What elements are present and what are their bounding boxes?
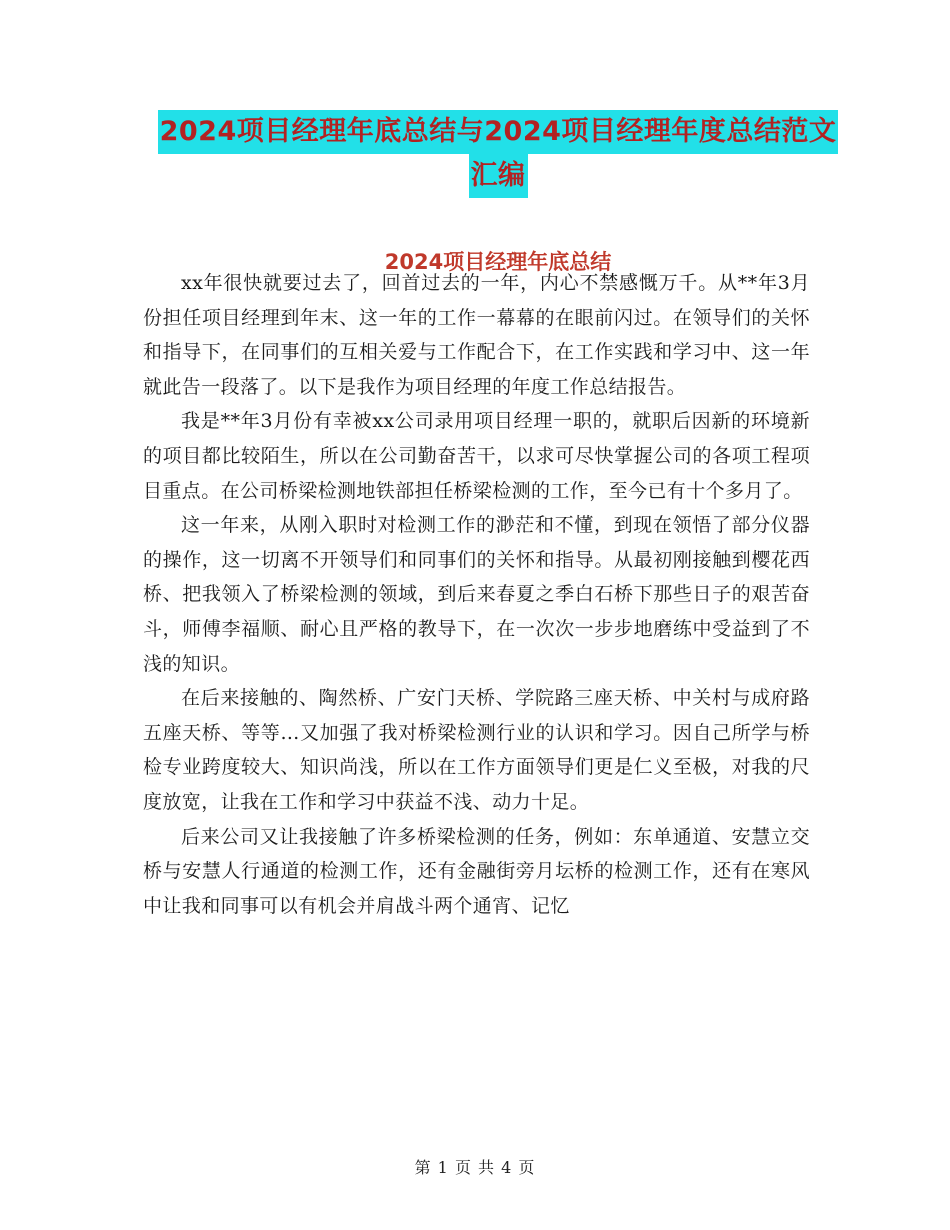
paragraph: 这一年来，从刚入职时对检测工作的渺茫和不懂，到现在领悟了部分仪器的操作，这一切离不开领导们和同事们的关怀和指导。从最初刚接触到樱花西桥、把我领入了桥梁检测的领域，到后来春夏之季白石桥下那些日子的艰苦奋斗，师傅李福顺、耐心且严格的教导下，在一次次一步步地磨练中受益到了不浅的知识。 [143, 514, 810, 675]
paragraph: 后来公司又让我接触了许多桥梁检测的任务，例如：东单通道、安慧立交桥与安慧人行通道的检测工作，还有金融街旁月坛桥的检测工作，还有在寒风中让我和同事可以有机会并肩战斗两个通宵、记忆 [143, 825, 810, 917]
body-text [143, 266, 810, 923]
title-line-1: 2024项目经理年底总结与2024项目经理年度总结范文 [158, 110, 839, 154]
paragraph: 在后来接触的、陶然桥、广安门天桥、学院路三座天桥、中关村与成府路五座天桥、等等…又加强了我对桥梁检测行业的认识和学习。因自己所学与桥检专业跨度较大、知识尚浅，所以在工作方面领导们更是仁义至极，对我的尺度放宽，让我在工作和学习中获益不浅、动力十足。 [143, 687, 810, 813]
paragraph: xx年很快就要过去了，回首过去的一年，内心不禁感慨万千。从**年3月份担任项目经理到年末、这一年的工作一幕幕的在眼前闪过。在领导们的关怀和指导下，在同事们的互相关爱与工作配合下，在工作实践和学习中、这一年就此告一段落了。以下是我作为项目经理的年度工作总结报告。 [143, 272, 810, 398]
document-title [140, 110, 856, 198]
paragraph: 我是**年3月份有幸被xx公司录用项目经理一职的，就职后因新的环境新的项目都比较陌生，所以在公司勤奋苦干，以求可尽快掌握公司的各项工程项目重点。在公司桥梁检测地铁部担任桥梁检测的工作，至今已有十个多月了。 [143, 410, 810, 502]
section-title: 2024项目经理年底总结 [384, 250, 612, 274]
page-footer: 第 1 页 共 4 页 [414, 1158, 536, 1177]
title-line-2: 汇编 [469, 154, 528, 198]
